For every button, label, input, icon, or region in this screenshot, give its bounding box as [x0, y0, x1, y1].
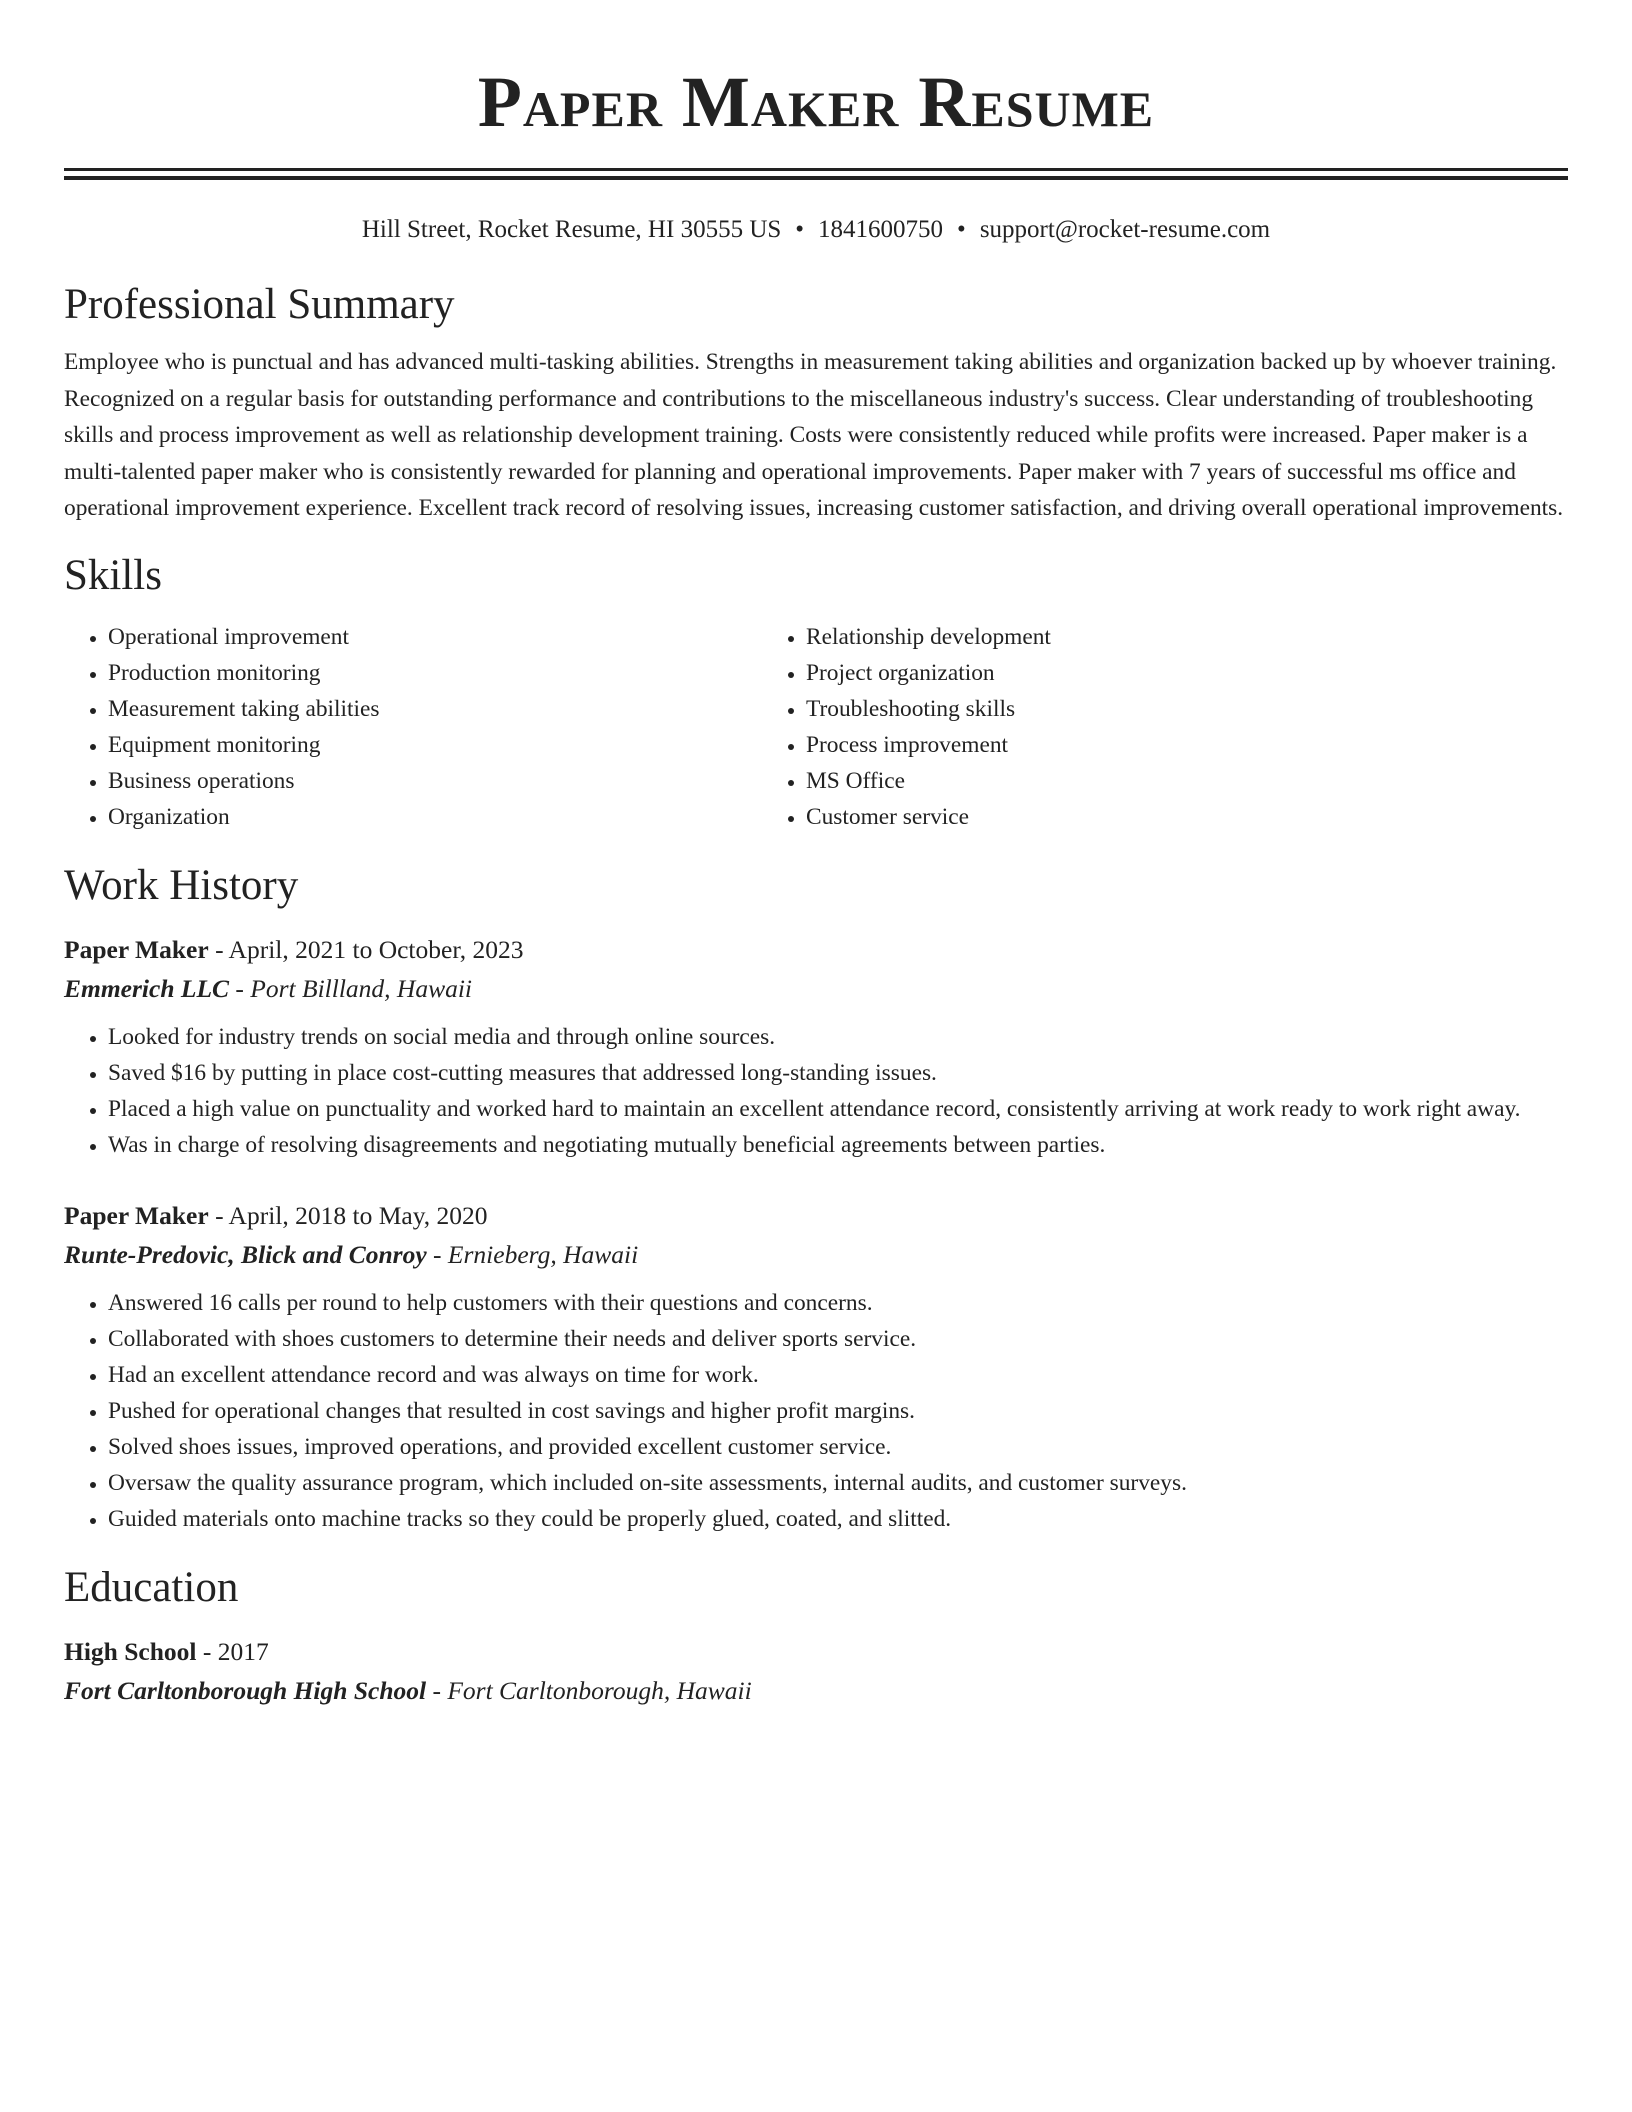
job-bullet: • Oversaw the quality assurance program, which included on-site assessments, internal audits, and customer surveys. [108, 1465, 1568, 1501]
skill-item: • Business operations [108, 763, 762, 799]
job-title: Paper Maker [64, 1200, 209, 1230]
title-divider-bottom [64, 176, 1568, 180]
job-employer [64, 1235, 1568, 1275]
job-header [64, 1197, 1568, 1235]
title-divider-top [64, 168, 1568, 171]
contact-separator: • [795, 216, 805, 243]
skill-item: • Organization [108, 799, 762, 835]
job-bullet: • Was in charge of resolving disagreements and negotiating mutually beneficial agreements between parties. [108, 1127, 1568, 1163]
job-dates: - April, 2021 to October, 2023 [208, 934, 524, 964]
job-bullet: • Guided materials onto machine tracks so they could be properly glued, coated, and slitted. [108, 1501, 1568, 1537]
contact-address: Hill Street, Rocket Resume, HI 30555 US [361, 216, 782, 243]
skill-item: • MS Office [806, 763, 1568, 799]
job-bullets [64, 1019, 1568, 1163]
job-location: - Port Billland, Hawaii [229, 973, 473, 1003]
skills-column-right [762, 619, 1568, 835]
contact-separator: • [957, 216, 966, 243]
job-company: Emmerich LLC [64, 973, 230, 1003]
skill-item: • Troubleshooting skills [806, 691, 1568, 727]
job-bullet: • Saved $16 by putting in place cost-cutting measures that addressed long-standing issues. [108, 1055, 1568, 1091]
job-entry [64, 931, 1568, 1163]
job-bullet: • Answered 16 calls per round to help customers with their questions and concerns. [108, 1285, 1568, 1321]
skills-list [64, 619, 1568, 835]
skills-column-left [64, 619, 762, 835]
job-bullets [64, 1285, 1568, 1537]
skill-item: • Relationship development [806, 619, 1568, 655]
skill-item: • Project organization [806, 655, 1568, 691]
skill-item: • Equipment monitoring [108, 727, 762, 763]
contact-email: support@rocket-resume.com [979, 216, 1271, 243]
work-history-heading: Work History [64, 861, 299, 909]
job-dates: - April, 2018 to May, 2020 [208, 1200, 488, 1230]
job-bullet: • Placed a high value on punctuality and worked hard to maintain an excellent attendance record, consistently arriving at work ready to work right away. [108, 1091, 1568, 1127]
summary-text: Employee who is punctual and has advanced multi-tasking abilities. Strengths in measurement taking abilities and organization backed up by whoever training. Recognized on a regular basis for outstanding performance and contributions to the miscellaneous industry's success. Clear understanding of troubleshooting skills and process improvement as well as relationship development training. Costs were consistently reduced while profits were increased. Paper maker is a multi-talented paper maker who is consistently rewarded for planning and operational improvements. Paper maker with 7 years of successful ms office and operational improvement experience. Excellent track record of resolving issues, increasing customer satisfaction, and driving overall operational improvements. [64, 349, 1564, 521]
education-school-line [64, 1671, 1568, 1711]
skill-item: • Process improvement [806, 727, 1568, 763]
summary-heading: Professional Summary [64, 281, 455, 328]
job-location: - Ernieberg, Hawaii [426, 1239, 639, 1269]
skill-item: • Production monitoring [108, 655, 762, 691]
skill-item: • Customer service [806, 799, 1568, 835]
resume-title: Paper Maker Resume [477, 62, 1155, 142]
skills-heading: Skills [64, 551, 162, 599]
job-bullet: • Collaborated with shoes customers to determine their needs and deliver sports service. [108, 1321, 1568, 1357]
job-bullet: • Looked for industry trends on social media and through online sources. [108, 1019, 1568, 1055]
contact-phone: 1841600750 [818, 216, 944, 243]
education-entry [64, 1633, 1568, 1711]
education-heading: Education [64, 1563, 239, 1611]
skill-item: • Operational improvement [108, 619, 762, 655]
education-degree: High School [64, 1636, 197, 1666]
job-company: Runte-Predovic, Blick and Conroy [64, 1239, 427, 1269]
job-bullet: • Pushed for operational changes that resulted in cost savings and higher profit margins. [108, 1393, 1568, 1429]
contact-line [64, 214, 1568, 246]
job-bullet: • Solved shoes issues, improved operations, and provided excellent customer service. [108, 1429, 1568, 1465]
education-school: Fort Carltonborough High School [64, 1675, 427, 1705]
education-location: - Fort Carltonborough, Hawaii [426, 1675, 752, 1705]
job-entry [64, 1197, 1568, 1537]
job-header [64, 931, 1568, 969]
job-bullet: • Had an excellent attendance record and was always on time for work. [108, 1357, 1568, 1393]
skill-item: • Measurement taking abilities [108, 691, 762, 727]
education-year: - 2017 [196, 1636, 269, 1666]
education-header [64, 1633, 1568, 1671]
job-employer [64, 969, 1568, 1009]
job-title: Paper Maker [64, 934, 209, 964]
